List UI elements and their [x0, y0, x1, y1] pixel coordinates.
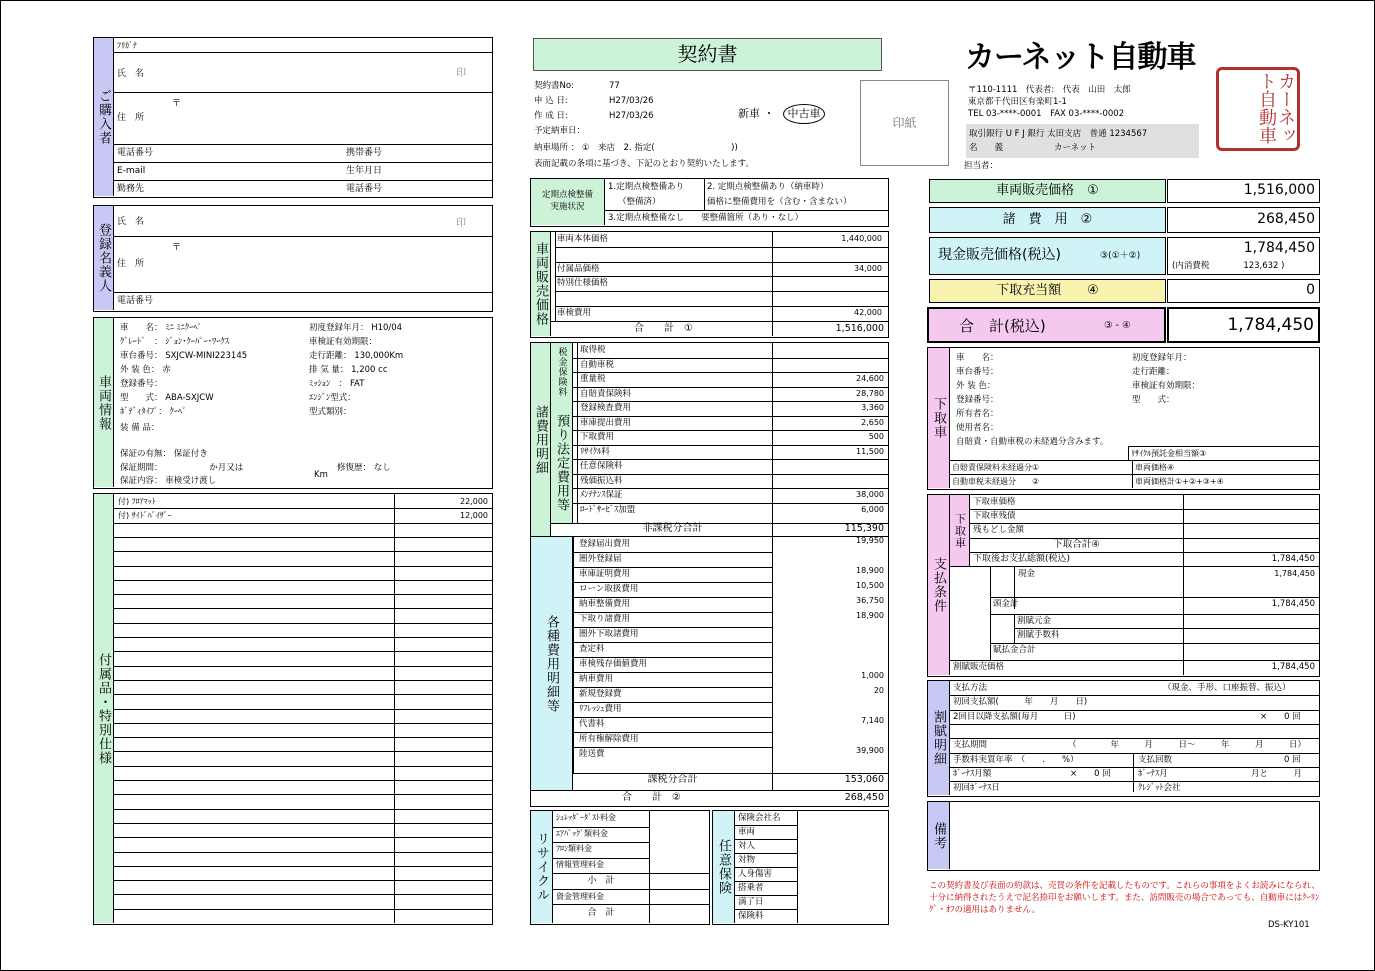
accessory-row-line [114, 866, 492, 867]
vehicle-info-label: 車両情報 [94, 318, 114, 487]
installment-row-line [950, 724, 1319, 725]
consumption-tax-note: (内消費税 123,632 ) [1172, 261, 1285, 271]
vehicle-price-section [530, 231, 889, 338]
buyer-section-label: ご購入者 [94, 38, 114, 196]
inspection-option-1: 1.定期点検整備あり [608, 182, 685, 192]
warranty-content: 保証内容： 車検受け渡し [120, 476, 217, 486]
installment-principal-label: 割賦元金 [1017, 616, 1052, 627]
payment-row-label: 残もどし金額 [973, 525, 1025, 536]
accessory-row-line [114, 580, 492, 581]
misc-row-label: 所有権解除費用 [579, 734, 639, 744]
accessory-row-line [114, 680, 492, 681]
misc-row-value: 19,950 [856, 536, 884, 545]
recycle-row-label: ﾌﾛﾝ類料金 [556, 844, 592, 853]
fee-row-line [573, 358, 888, 359]
vehicle-price-row-line [555, 291, 888, 292]
fee-row-label: ﾘｻｲｸﾙ料 [580, 446, 610, 457]
fee-row-label: 残価振込料 [580, 475, 623, 486]
fee-row-label: 自賠責保険料 [580, 388, 632, 399]
apply-date: H27/03/26 [609, 96, 654, 106]
misc-row-label: 代書料 [579, 719, 605, 729]
bank-info [966, 124, 1199, 158]
new-car-option: 新車 ・ [738, 107, 775, 120]
buyer-mobile-label: 携帯番号 [346, 148, 383, 158]
insurance-section-label: 任意保険 [713, 811, 735, 923]
fee-row-label: 登録検査費用 [580, 403, 632, 413]
installment-field: （現金、手形、口座振替、振込） [1163, 683, 1291, 693]
inspection-option-2b: 価格に整備費用を（含む・含まない） [707, 197, 852, 207]
misc-row-label: 圏外下取諸費用 [579, 629, 639, 639]
after-tradein-total: 1,784,450 [1271, 553, 1315, 564]
contract-title: 契約書 [533, 38, 882, 71]
misc-row-label: 陸送費 [579, 749, 605, 759]
buyer-section [93, 37, 493, 198]
fees-section-label: 諸費用明細 [531, 343, 551, 537]
misc-row-value: 18,900 [856, 611, 884, 620]
registrant-address-label: 住 所 [117, 259, 145, 269]
fee-row-value: 6,000 [861, 504, 884, 514]
recycle-total-label: 合 計 [587, 908, 615, 918]
create-date-label: 作 成 日: [534, 111, 568, 121]
accessory-row-line [114, 909, 492, 910]
accessories-section [93, 493, 493, 925]
installment-field: 支払回数 [1138, 754, 1173, 765]
company-seal-stamp [1216, 67, 1300, 151]
form-code: DS-KY101 [1268, 920, 1310, 930]
accessory-row-line [114, 537, 492, 538]
vehicle-price-row-value: 42,000 [854, 308, 882, 317]
payment-row-label: 下取車価格 [973, 497, 1016, 507]
accessory-row-line [114, 651, 492, 652]
accessory-name: 付) ｻｲﾄﾞﾊﾞｲｻﾞｰ [118, 511, 172, 520]
after-tradein-total-label: 下取後お支払総額(税込) [973, 553, 1071, 564]
installment-field: 0 回 [1284, 754, 1301, 765]
remarks-section-label: 備考 [928, 802, 950, 869]
tradein-note: 自賠責・自動車税の未経過分含みます。 [956, 437, 1109, 447]
summary-cash-price-label: 現金販売価格(税込) ③(①＋②) [929, 237, 1166, 275]
misc-row-value: 39,900 [856, 746, 884, 755]
misc-column-line [573, 537, 574, 773]
head-payment-label: 頭金計 [993, 599, 1019, 610]
recycle-row-line [553, 889, 709, 890]
payment-row-label: 下取車残債 [973, 511, 1016, 522]
recycle-section-label: リサイクル [531, 811, 553, 923]
tradein-field: 型 式： [1132, 395, 1175, 405]
payment-tradein-label: 下取車 [950, 495, 970, 567]
staff-label: 担当者： [964, 161, 999, 171]
insurance-row-label: 満了日 [738, 897, 764, 907]
vehicle-field: 型式類別： [309, 407, 352, 417]
buyer-email-label: E-mail [117, 166, 146, 176]
registrant-name-label: 氏 名 [117, 217, 145, 227]
tradein-field: 初度登録年月： [1132, 353, 1192, 363]
tradein-field: 登録番号： [956, 395, 999, 405]
installment-field: 手数料実質年率 （ . %） [953, 754, 1079, 765]
recycle-row-line [553, 904, 709, 905]
misc-row-label: 納車費用 [579, 674, 614, 684]
summary-total-value: 1,784,450 [1167, 307, 1320, 343]
summary-fees-label: 諸 費 用 ② [929, 207, 1166, 233]
summary-tradein-label: 下取充当額 ④ [929, 279, 1166, 303]
insurance-row-label: 保険会社名 [738, 813, 781, 823]
create-date: H27/03/26 [609, 111, 654, 121]
company-logo-name: カーネット自動車 [965, 40, 1196, 75]
accessory-row-line [114, 751, 492, 752]
vehicle-field: 型 式： ABA-SXJCW [120, 393, 214, 403]
nontax-total: 115,390 [844, 523, 884, 534]
vehicle-price-row-label: 特別仕様価格 [557, 278, 609, 289]
insurance-row-label: 車両 [738, 827, 756, 837]
installment-total-label: 賦払金合計 [993, 644, 1036, 655]
tradein-recycle-deposit: ﾘｻｲｸﾙ預託金相当額③ [1128, 446, 1319, 460]
fee-row-value: 2,650 [861, 417, 884, 427]
installment-field: （ 年 月 日～ 年 月 日） [1068, 740, 1307, 751]
vehicle-field: 外 装 色： 赤 [120, 365, 171, 375]
accessory-row-line [114, 766, 492, 767]
tradein-field: 車検証有効期限： [1132, 381, 1201, 391]
installment-field: 初回支払額( 年 月 日) [953, 697, 1088, 708]
account-holder: カーネット [1054, 143, 1097, 153]
fee-row-label: ﾒﾝﾃﾅﾝｽ保証 [580, 490, 623, 500]
accessory-row-line [114, 608, 492, 609]
vehicle-field: ﾎﾞﾃﾞｨﾀｲﾌﾟ： ｸｰﾍﾟ [120, 407, 187, 417]
agreement-text: 表面記載の条項に基づき、下記のとおり契約いたします。 [534, 159, 754, 169]
recycle-management-label: 資金管理料金 [556, 891, 604, 901]
misc-row-label: ﾘﾌﾚｯｼｭ費用 [579, 704, 622, 714]
accessory-row-line [114, 894, 492, 895]
installment-section [927, 680, 1320, 797]
accessory-row-line [114, 637, 492, 638]
accessory-name: 付) ﾌﾛｱﾏｯﾄ [118, 497, 156, 506]
insurance-row-label: 人身傷害 [738, 869, 773, 879]
installment-section-label: 割賦明細 [928, 681, 950, 795]
installment-field: × 0 回 [1070, 768, 1111, 779]
accessory-row-line [114, 723, 492, 724]
installment-field: 支払方法 [953, 683, 988, 693]
company-postal-rep: 〒110-1111 代表者: 代表 山田 太郎 [968, 85, 1131, 95]
accessory-row-line [114, 666, 492, 667]
accessory-row-line [114, 737, 492, 738]
misc-row-label: 登録届出費用 [579, 539, 631, 549]
tradein-field: 使用者名： [956, 423, 999, 433]
accessory-row-line [114, 880, 492, 881]
fees-total: 268,450 [844, 792, 884, 803]
fee-row-label: 自動車税 [580, 359, 615, 370]
buyer-birthday-label: 生年月日 [346, 166, 383, 176]
vehicle-field: 車台番号： SXJCW-MINI223145 [120, 351, 248, 361]
accessory-row-line [114, 794, 492, 795]
accessory-row-line [114, 780, 492, 781]
summary-vehicle-price-value: 1,516,000 [1167, 179, 1320, 203]
vehicle-field: 初度登録年月： H10/04 [309, 323, 403, 333]
installment-field: 2回目以降支払額(毎月 日) [953, 711, 1076, 722]
bank-account: 取引銀行 U F J 銀行 太田支店 普通 1234567 [969, 129, 1148, 139]
used-car-option-circled: 中古車 [783, 104, 825, 124]
installment-field: 初回ﾎﾞｰﾅｽ日 [953, 783, 1000, 794]
taxed-total: 153,060 [844, 774, 884, 785]
vehicle-price-row-value: 34,000 [854, 263, 882, 273]
contract-notice: この契約書及び表面の約款は、売買の条件を記載したものです。これらの事項をよくお読みになられ、十分に納得されたうえで記名捺印をお願いします。また、訪問販売の場合であっても、自動車にはｸｰﾘﾝｸﾞ・ｵﾌの適用はありません。 [929, 881, 1320, 915]
warranty-period: 保証期間： か月又は [120, 463, 244, 473]
misc-row-label: 圏外登録届 [579, 554, 622, 564]
accessory-row-line [114, 823, 492, 824]
fee-row-label: 車庫提出費用 [580, 417, 632, 428]
misc-section-label: 各種費用明細等 [531, 537, 573, 791]
head-payment-value: 1,784,450 [1271, 599, 1315, 610]
accessory-price: 22,000 [460, 497, 488, 506]
buyer-name-label: 氏 名 [117, 69, 145, 79]
summary-vehicle-price-label: 車両販売価格 ① [929, 179, 1166, 203]
vehicle-field: 装 備 品： [120, 423, 160, 433]
insurance-section [712, 810, 889, 925]
vehicle-price-total-label: 合 計 ① [634, 323, 693, 334]
insurance-row-label: 搭乗者 [738, 883, 764, 893]
installment-field: ﾎﾞｰﾅｽ月 [1138, 768, 1168, 779]
misc-row-value: 18,900 [856, 566, 884, 575]
installment-price-label: 割賦販売価格 [953, 661, 1005, 672]
tradein-total-label: 下取合計④ [1053, 538, 1100, 550]
registrant-section [93, 205, 493, 312]
tradein-field: 車台番号： [956, 367, 999, 377]
installment-field: ｸﾚｼﾞｯﾄ会社 [1138, 783, 1181, 794]
recycle-section [530, 810, 710, 925]
vehicle-field: ｸﾞﾚｰﾄﾞ ： ｼﾞｮﾝ･ｸｰﾊﾟｰ･ﾜｰｸｽ [120, 337, 229, 347]
misc-row-label: 車庫証明費用 [579, 569, 631, 579]
summary-total-label: 合 計(税込) ③ - ④ [927, 307, 1166, 343]
summary-cash-price-value: 1,784,450 [1243, 240, 1315, 256]
inspection-option-2: 2. 定期点検整備あり（納車時） [707, 182, 829, 192]
vehicle-price-row-value: 1,440,000 [841, 234, 882, 243]
inspection-option-1b: （整備済） [618, 197, 661, 207]
misc-row-value: 7,140 [861, 716, 884, 725]
vehicle-field: 排 気 量： 1,200 cc [309, 365, 388, 375]
tradein-price: 車両価格④ [1135, 463, 1175, 472]
accessory-row-line [114, 852, 492, 853]
installment-price-value: 1,784,450 [1271, 661, 1315, 672]
insurance-row-label: 対人 [738, 841, 756, 851]
repair-history: 修復歴： なし [337, 463, 391, 473]
recycle-row-label: ｼｭﾚｯﾀﾞｰﾀﾞｽﾄ料金 [556, 813, 616, 822]
contract-no-label: 契約書No: [534, 81, 574, 91]
misc-row-label: 下取り諸費用 [579, 614, 631, 624]
tradein-field: 車 名： [956, 353, 999, 363]
recycle-subtotal-label: 小 計 [587, 876, 615, 886]
recycle-row-line [553, 873, 709, 874]
payment-row-line [970, 509, 1319, 510]
recycle-row-label: ｴｱﾊﾞｯｸﾞ類料金 [556, 828, 608, 838]
delivery-place: 納車場所 ： ① 来店 2. 指定( )) [534, 143, 738, 153]
payment-row-line [950, 566, 1319, 567]
tradein-insurance-unused: 自賠責保険料未経過分① [952, 463, 1040, 472]
accessory-row-line [114, 623, 492, 624]
company-address: 東京都千代田区有楽町1-1 [968, 97, 1067, 107]
tradein-tax-unused: 自動車税未経過分 ② [952, 477, 1040, 486]
accessory-row-line [114, 694, 492, 695]
tradein-field: 外 装 色： [956, 381, 996, 391]
misc-row-value: 1,000 [861, 671, 884, 680]
fees-total-label: 合 計 ② [622, 792, 681, 803]
vehicle-price-total: 1,516,000 [835, 323, 884, 334]
buyer-furigana-label: ﾌﾘｶﾞﾅ [117, 41, 137, 50]
vehicle-field: 車検証有効期限： [309, 337, 378, 347]
misc-row-value: 20 [873, 686, 884, 695]
buyer-work-phone-label: 電話番号 [346, 184, 383, 194]
vehicle-field: 登録番号： [120, 379, 163, 389]
vehicle-price-label: 車両販売価格 [531, 232, 551, 336]
installment-field: × 0 回 [1260, 711, 1301, 722]
buyer-work-label: 勤務先 [117, 184, 145, 194]
registrant-seal-mark: 印 [456, 218, 466, 229]
fee-row-label: ﾛｰﾄﾞｻｰﾋﾞｽ加盟 [580, 504, 636, 515]
remarks-section [927, 801, 1320, 871]
misc-row-label: 新規登録費 [579, 689, 622, 699]
registrant-phone-label: 電話番号 [117, 296, 154, 306]
vehicle-field: ﾐｯｼｮﾝ ： FAT [309, 379, 365, 389]
inspection-option-3: 3.定期点検整備なし 要整備箇所（あり・なし） [608, 213, 804, 223]
tradein-price-total: 車両価格計①+②+③+④ [1135, 477, 1224, 486]
contract-no: 77 [609, 81, 620, 91]
misc-row-label: ローン取扱費用 [579, 584, 639, 594]
misc-row-label: 納車整備費用 [579, 599, 631, 609]
delivery-date-label: 予定納車日： [534, 126, 586, 136]
revenue-stamp-box: 印紙 [860, 80, 949, 166]
tradein-field: 走行距離： [1132, 367, 1175, 377]
fee-row-label: 取得税 [580, 345, 606, 355]
summary-fees-value: 268,450 [1167, 207, 1320, 233]
tradein-section [927, 347, 1320, 490]
installment-field: 支払期間 [953, 740, 988, 751]
nontax-total-label: 非課税分合計 [642, 523, 703, 534]
accessory-row-line [114, 508, 492, 509]
apply-date-label: 申 込 日: [534, 96, 568, 106]
payment-section [927, 494, 1320, 677]
payment-row-line [990, 643, 1319, 644]
installment-field: ﾎﾞｰﾅｽ月額 [953, 768, 992, 779]
installment-fee-label: 割賦手数料 [1017, 630, 1060, 641]
warranty-label: 保証の有無： 保証付き [120, 449, 208, 459]
accessory-row-line [114, 809, 492, 810]
accessories-label: 付属品・特別仕様 [94, 494, 114, 923]
buyer-address-label: 住 所 [117, 113, 145, 123]
vehicle-info-section [93, 317, 493, 489]
registrant-section-label: 登録名義人 [94, 206, 114, 310]
installment-row-line [950, 781, 1319, 782]
insurance-row-label: 保険料 [738, 911, 764, 921]
misc-row-value: 36,750 [856, 596, 884, 605]
vehicle-price-row-label: 車両本体価格 [557, 234, 609, 244]
installment-field: 月と 月 [1251, 768, 1303, 779]
tax-section-label: 税金保険料 [551, 343, 573, 401]
accessory-row-line [114, 523, 492, 524]
buyer-seal-mark: 印 [456, 68, 466, 79]
fee-row-label: 下取費用 [580, 432, 615, 442]
deposit-section-label: 預り法定費用等 [551, 401, 573, 524]
misc-row-label: 查定料 [579, 644, 605, 654]
vehicle-price-row-label: 車検費用 [557, 308, 592, 318]
fee-row-value: 500 [868, 432, 884, 441]
fee-row-value: 3,360 [861, 403, 884, 412]
company-seal-text: カーネット自動車 [1256, 72, 1296, 144]
account-holder-label: 名 義 [969, 143, 1004, 153]
company-tel-fax: TEL 03-****-0001 FAX 03-****-0002 [968, 109, 1125, 119]
recycle-row-label: 情報管理料金 [556, 859, 604, 869]
inspection-label: 定期点検整備 実施状況 [531, 179, 605, 225]
inspection-status [530, 178, 889, 227]
fee-row-value: 38,000 [856, 490, 884, 499]
vehicle-field: 走行距離： 130,000Km [309, 351, 404, 361]
buyer-postal-mark: 〒 [172, 99, 182, 109]
accessory-row-line [114, 566, 492, 567]
buyer-phone-label: 電話番号 [117, 148, 154, 158]
vehicle-field: ｴﾝｼﾞﾝ型式： [309, 393, 356, 403]
cash-label: 現金 [1018, 569, 1036, 579]
fees-section [530, 342, 889, 807]
fee-row-value: 11,500 [856, 446, 884, 456]
accessory-row-line [114, 837, 492, 838]
tradein-field: 所有者名： [956, 409, 999, 419]
fee-row-value: 28,780 [856, 388, 884, 398]
installment-col-line [1133, 753, 1134, 793]
vehicle-price-row-line [555, 247, 888, 248]
fee-column-line [577, 343, 578, 523]
fee-row-value: 24,600 [856, 374, 884, 383]
accessory-row-line [114, 709, 492, 710]
misc-row-label: 車検残存価値費用 [579, 659, 648, 669]
payment-section-label: 支払条件 [928, 495, 950, 675]
vehicle-field: 車 名： ﾐﾆ ﾐﾆｸｰﾍﾟ [120, 323, 202, 333]
insurance-row-label: 対物 [738, 855, 756, 865]
registrant-postal-mark: 〒 [172, 243, 182, 253]
fee-row-label: 任意保険料 [580, 461, 623, 471]
tradein-section-label: 下取車 [928, 348, 950, 488]
summary-cash-price-box [1167, 237, 1320, 275]
accessory-price: 12,000 [460, 511, 488, 520]
misc-row-value: 10,500 [856, 581, 884, 590]
taxed-total-label: 課税分合計 [647, 774, 698, 785]
accessory-row-line [114, 551, 492, 552]
summary-tradein-value: 0 [1167, 279, 1320, 303]
cash-value: 1,784,450 [1274, 569, 1315, 578]
fee-row-label: 重量税 [580, 374, 606, 384]
accessory-row-line [114, 594, 492, 595]
warranty-km: Km [314, 470, 328, 480]
vehicle-price-row-label: 付属品価格 [557, 263, 600, 274]
